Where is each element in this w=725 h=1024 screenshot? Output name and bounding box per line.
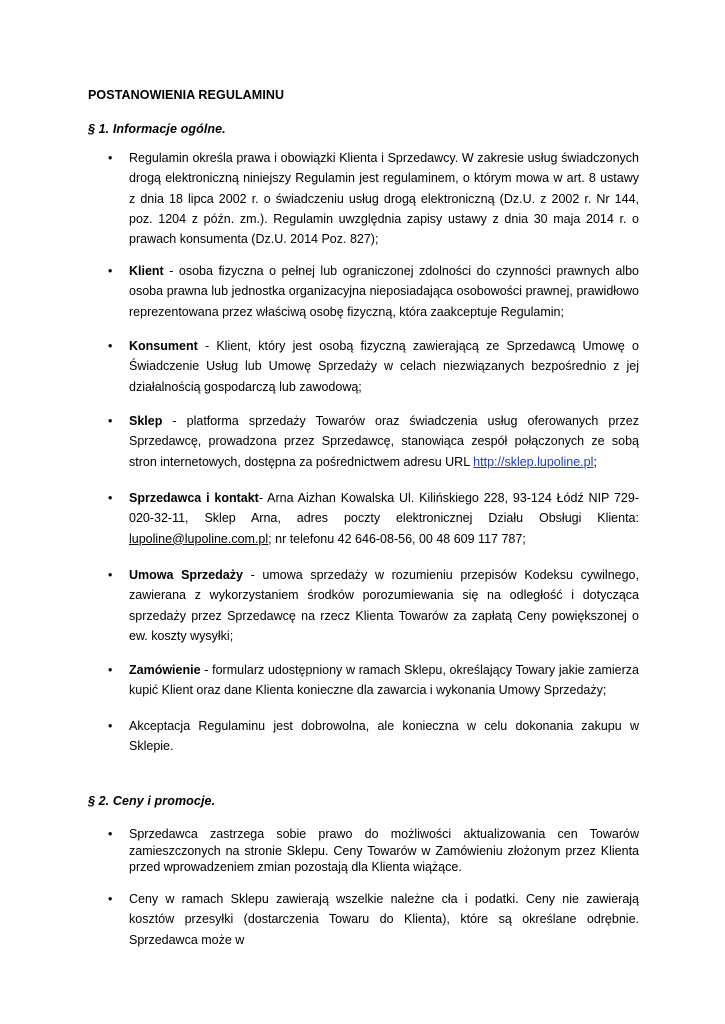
list-item [108,336,639,397]
bullet-icon: • [108,568,113,582]
document-title: POSTANOWIENIA REGULAMINU [88,88,285,102]
list-item [108,565,639,646]
bullet-icon: • [108,264,113,278]
item-text: Ceny w ramach Sklepu zawierają wszelkie należne cła i podatki. Ceny nie zawierają kosztów przesyłki (dostarczenia Towaru do Klienta), które są określane odrębnie. Sprzedawca może w [129,892,639,947]
list-item [108,148,639,249]
bullet-icon: • [108,491,113,505]
bullet-icon: • [108,719,113,733]
bullet-icon: • [108,827,113,841]
item-text: - platforma sprzedaży Towarów oraz świadczenia usług oferowanych przez Sprzedawcę, prowadzona przez Sprzedawcę, stanowiąca zespół połączonych ze sobą stron internetowych, dostępna za pośrednictwem adresu URL [129,414,639,469]
section-2-heading: § 2. Ceny i promocje. [88,794,216,808]
item-text-end: ; nr telefonu 42 646-08-56, 00 48 609 117 787; [268,531,526,546]
term-zamowienie: Zamówienie [129,663,201,677]
item-text: - Klient, który jest osobą fizyczną zawierającą ze Sprzedawcą Umowę o Świadczenie Usług lub Umowę Sprzedaży w celach niezwiązanych bezpośrednio z jej działalnością gospodarczą lub zawodową; [129,339,639,394]
item-text: Regulamin określa prawa i obowiązki Klienta i Sprzedawcy. W zakresie usług świadczonych drogą elektroniczną niniejszy Regulamin jest regulaminem, o którym mowa w art. 8 ustawy z dnia 18 lipca 2002 r. o świadczeniu usług drogą elektroniczną (Dz.U. z 2002 r. Nr 144, poz. 1204 z późn. zm.). Regulamin uwzględnia zapisy ustawy z dnia 30 maja 2014 r. o prawach konsumenta (Dz.U. 2014 Poz. 827); [129,151,639,247]
list-item [108,488,639,549]
list-item [108,716,639,757]
item-text: - umowa sprzedaży w rozumieniu przepisów Kodeksu cywilnego, zawierana z wykorzystaniem środków porozumiewania się na odległość i dotycząca sprzedaży przez Sprzedawcę na rzecz Klienta Towarów za zapłatą Ceny powiększonej o ew. koszty wysyłki; [129,568,639,643]
bullet-icon: • [108,339,113,353]
shop-url-link[interactable]: http://sklep.lupoline.pl [473,454,594,469]
bullet-icon: • [108,892,113,906]
term-sprzedawca: Sprzedawca i kontakt [129,491,259,505]
term-sklep: Sklep [129,414,163,428]
item-text: - osoba fizyczna o pełnej lub ograniczonej zdolności do czynności prawnych albo osoba prawna lub jednostka organizacyjna nieposiadająca osobowości prawnej, prawidłowo reprezentowana przez właściwą osobę fizyczną, która zaakceptuje Regulamin; [129,264,639,319]
bullet-icon: • [108,151,113,165]
term-konsument: Konsument [129,339,198,353]
email-link[interactable]: lupoline@lupoline.com.pl [129,531,269,546]
item-text-end: ; [593,454,597,469]
list-item [108,660,639,701]
item-text: Akceptacja Regulaminu jest dobrowolna, ale konieczna w celu dokonania zakupu w Sklepie. [129,719,639,754]
term-umowa-sprzedazy: Umowa Sprzedaży [129,568,243,582]
list-item [108,261,639,322]
item-text: - Arna Aizhan Kowalska Ul. Kilińskiego 228, 93-124 Łódź NIP 729-020-32-11, Sklep Arna, adres poczty elektronicznej Działu Obsługi Klienta: [129,491,639,526]
bullet-icon: • [108,414,113,428]
list-item [108,411,639,472]
list-item [108,826,639,876]
bullet-icon: • [108,663,113,677]
item-text: - formularz udostępniony w ramach Sklepu, określający Towary jakie zamierza kupić Klient oraz dane Klienta konieczne dla zawarcia i wykonania Umowy Sprzedaży; [129,663,639,698]
item-text: Sprzedawca zastrzega sobie prawo do możliwości aktualizowania cen Towarów zamieszczonych na stronie Sklepu. Ceny Towarów w Zamówieniu złożonym przez Klienta przed wprowadzeniem zmian pozostają dla Klienta wiążące. [129,827,639,875]
term-klient: Klient [129,264,164,278]
section-1-heading: § 1. Informacje ogólne. [88,122,226,136]
list-item [108,889,639,950]
